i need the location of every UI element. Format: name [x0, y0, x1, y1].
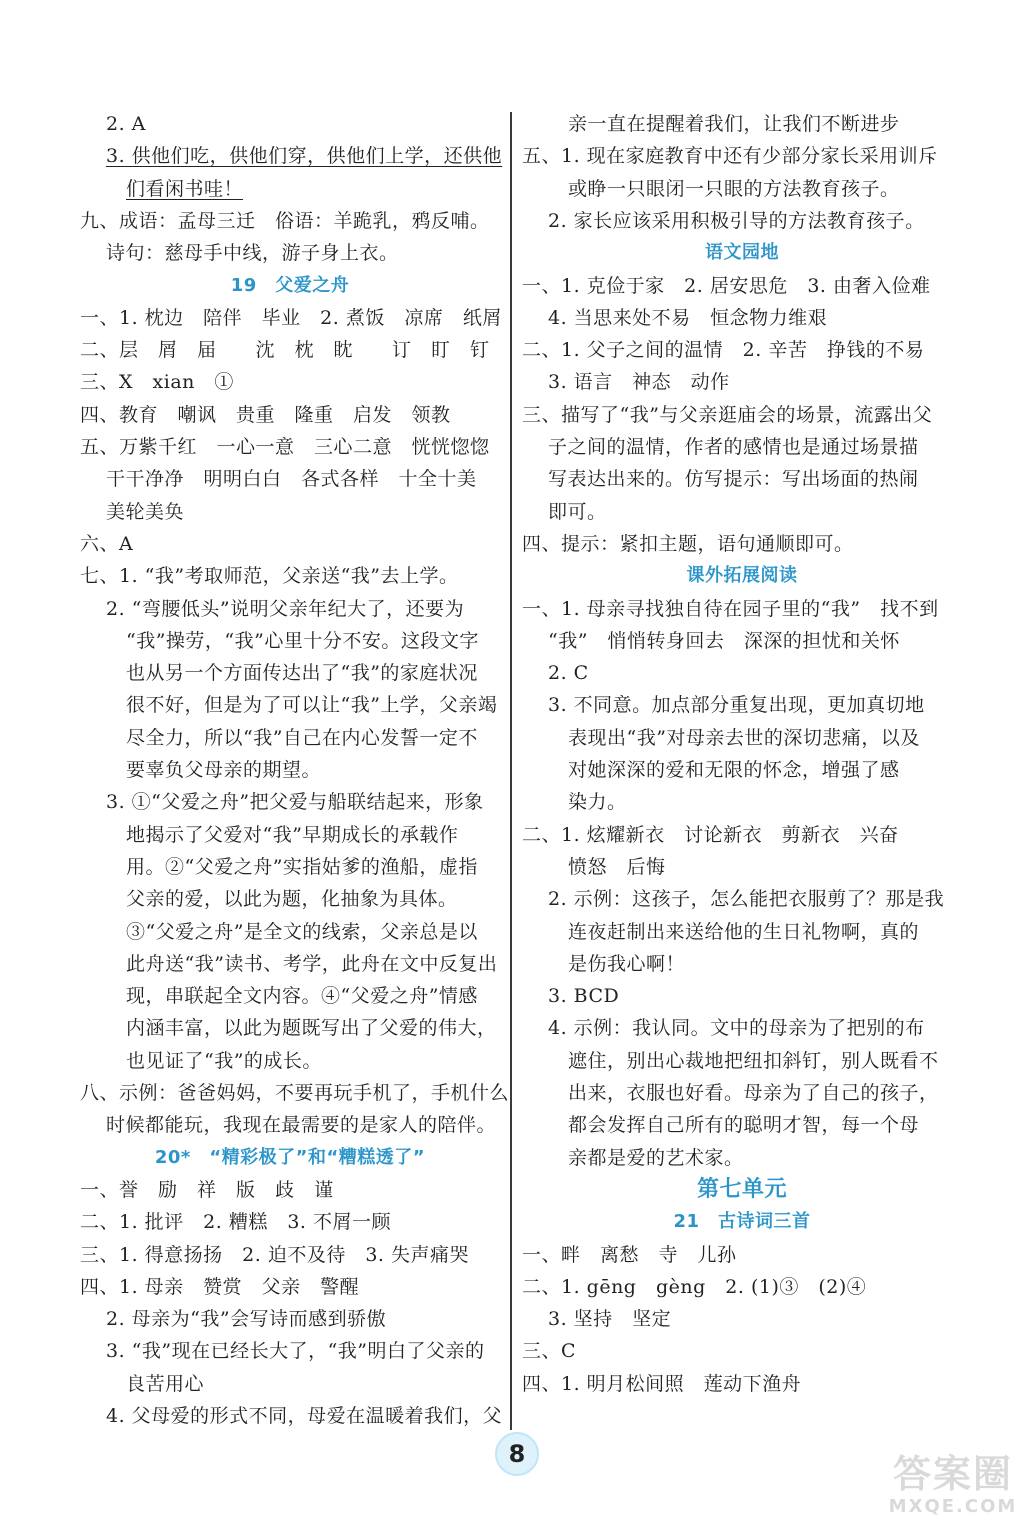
answer-line: 二、层 屑 届 沈 枕 眈 订 盯 钉 [80, 339, 490, 362]
answer-line: 一、1. 克俭于家 2. 居安思危 3. 由奢入俭难 [522, 274, 931, 297]
answer-line: 九、成语：孟母三迁 俗语：羊跪乳，鸦反哺。 [80, 209, 490, 232]
answer-line: 六、A [80, 532, 134, 555]
answer-line: 表现出“我”对母亲去世的深切悲痛，以及 [568, 726, 920, 749]
answer-line: 诗句：慈母手中线，游子身上衣。 [106, 242, 399, 265]
answer-line: 2. 示例：这孩子，怎么能把衣服剪了？那是我 [548, 888, 945, 911]
answer-line: 也见证了“我”的成长。 [126, 1049, 322, 1072]
watermark-bottom: MXQE.COM [888, 1496, 1018, 1517]
answer-line: 五、1. 现在家庭教育中还有少部分家长采用训斥 [522, 145, 938, 168]
answer-line: 即可。 [548, 500, 607, 523]
answer-line: 内涵丰富，以此为题既写出了父爱的伟大， [126, 1017, 497, 1040]
answer-line: 四、提示：紧扣主题，语句通顺即可。 [522, 532, 854, 555]
answer-line: 连夜赶制出来送给他的生日礼物啊，真的 [568, 920, 920, 943]
section-title: 课外拓展阅读 [686, 565, 798, 587]
answer-line: 3. 坚持 坚定 [548, 1308, 672, 1331]
answer-line: 现，串联起全文内容。④“父爱之舟”情感 [126, 985, 478, 1008]
answer-line: 三、X xian ① [80, 371, 234, 394]
answer-line: 3. 供他们吃，供他们穿，供他们上学，还供他 [106, 145, 503, 168]
answer-line: 五、万紫千红 一心一意 三心二意 恍恍惚惚 [80, 436, 490, 458]
answer-line: 都会发挥自己所有的聪明才智，每一个母 [568, 1114, 920, 1137]
answer-line: 四、教育 嘲讽 贵重 隆重 启发 领教 [80, 403, 451, 426]
answer-line: 4. 当思来处不易 恒念物力维艰 [548, 306, 828, 329]
answer-line: 写表达出来的。仿写提示：写出场面的热闹 [548, 468, 919, 491]
answer-line: 美轮美奂 [106, 500, 185, 523]
answer-line: 也从另一个方面传达出了“我”的家庭状况 [126, 662, 478, 685]
answer-line: 染力。 [568, 791, 627, 814]
answer-line: 二、1. 父子之间的温情 2. 辛苦 挣钱的不易 [522, 339, 925, 362]
answer-line: 很不好，但是为了可以让“我”上学，父亲竭 [126, 694, 498, 717]
answer-line: 们看闲书哇！ [126, 177, 244, 200]
answer-line: 对她深深的爱和无限的怀念，增强了感 [568, 759, 900, 781]
answer-line: 三、1. 得意扬扬 2. 迫不及待 3. 失声痛哭 [80, 1243, 470, 1266]
answer-line: 一、1. 母亲寻找独自待在园子里的“我” 找不到 [522, 597, 939, 620]
answer-line: 亲一直在提醒着我们，让我们不断进步 [568, 113, 900, 135]
answer-line: 干干净净 明明白白 各式各样 十全十美 [106, 468, 477, 491]
answer-line: 3. 不同意。加点部分重复出现，更加真切地 [548, 694, 925, 717]
section-title: 语文园地 [705, 242, 779, 264]
answer-line: 此舟送“我”读书、考学，此舟在文中反复出 [126, 952, 498, 975]
answer-line: 2. A [106, 113, 146, 135]
answer-line: 3. 语言 神态 动作 [548, 371, 730, 394]
answer-line: 4. 示例：我认同。文中的母亲为了把别的布 [548, 1017, 925, 1040]
answer-line: 2. C [548, 662, 589, 685]
answer-line: 遮住，别出心裁地把纽扣斜钉，别人既看不 [568, 1049, 939, 1072]
answer-line: 子之间的温情，作者的感情也是通过场景描 [548, 436, 919, 458]
answer-line: 尽全力，所以“我”自己在内心发誓一定不 [126, 726, 478, 749]
answer-line: 七、1. “我”考取师范，父亲送“我”去上学。 [80, 565, 459, 588]
answer-line: “我” 悄悄转身回去 深深的担忧和关怀 [548, 629, 900, 652]
answer-line: 地揭示了父爱对“我”早期成长的承载作 [126, 823, 459, 846]
answer-line: 三、C [522, 1340, 577, 1363]
answer-line: 二、1. gēng gèng 2. (1)③ (2)④ [522, 1275, 867, 1298]
answer-line: 要辜负父母亲的期望。 [126, 759, 322, 781]
section-title: 19 父爱之舟 [230, 274, 350, 296]
section-title: 20* “精彩极了”和“糟糕透了” [154, 1146, 426, 1168]
watermark-logo [888, 1452, 1018, 1526]
answer-line: 一、1. 枕边 陪伴 毕业 2. 煮饭 凉席 纸屑 [80, 306, 502, 329]
answer-line: 愤怒 后悔 [568, 855, 666, 878]
answer-line: 2. 母亲为“我”会写诗而感到骄傲 [106, 1308, 387, 1331]
column-divider [510, 112, 512, 1430]
section-title: 21 古诗词三首 [673, 1211, 811, 1233]
answer-line: “我”操劳，“我”心里十分不安。这段文字 [126, 629, 479, 652]
answer-line: 四、1. 明月松间照 莲动下渔舟 [522, 1372, 802, 1395]
watermark-top: 答案圈 [892, 1452, 1013, 1496]
answer-line: 二、1. 批评 2. 糟糕 3. 不屑一顾 [80, 1211, 392, 1234]
answer-line: 三、描写了“我”与父亲逛庙会的场景，流露出父 [522, 403, 933, 426]
answer-line: 2. 家长应该采用积极引导的方法教育孩子。 [548, 209, 925, 232]
answer-line: 八、示例：爸爸妈妈，不要再玩手机了，手机什么 [80, 1082, 510, 1104]
answer-line: 一、誉 励 祥 版 歧 谨 [80, 1178, 334, 1201]
answer-line: 亲都是爱的艺术家。 [568, 1146, 744, 1169]
answer-line: 出来，衣服也好看。母亲为了自己的孩子， [568, 1082, 939, 1104]
answer-line: 3. ①“父爱之舟”把父爱与船联结起来，形象 [106, 791, 484, 814]
answer-line: 父亲的爱，以此为题，化抽象为具体。 [126, 888, 458, 911]
answer-line: 3. “我”现在已经长大了，“我”明白了父亲的 [106, 1340, 485, 1363]
answer-line: ③“父爱之舟”是全文的线索，父亲总是以 [126, 920, 478, 943]
answer-line: 用。②“父爱之舟”实指姑爹的渔船，虚指 [126, 855, 478, 878]
answer-line: 或睁一只眼闭一只眼的方法教育孩子。 [568, 177, 900, 200]
page-number: 8 [495, 1432, 539, 1476]
answer-line: 2. “弯腰低头”说明父亲年纪大了，还要为 [106, 597, 465, 620]
section-title: 第七单元 [696, 1176, 787, 1202]
answer-line: 是伤我心啊！ [568, 952, 686, 975]
answer-line: 4. 父母爱的形式不同，母爱在温暖着我们，父 [106, 1405, 503, 1427]
answer-line: 一、畔 离愁 寺 儿孙 [522, 1243, 737, 1266]
answer-line: 3. BCD [548, 985, 620, 1008]
answer-line: 良苦用心 [126, 1372, 205, 1395]
answer-line: 二、1. 炫耀新衣 讨论新衣 剪新衣 兴奋 [522, 823, 899, 846]
answer-line: 时候都能玩，我现在最需要的是家人的陪伴。 [106, 1114, 497, 1137]
answer-line: 四、1. 母亲 赞赏 父亲 警醒 [80, 1275, 360, 1298]
